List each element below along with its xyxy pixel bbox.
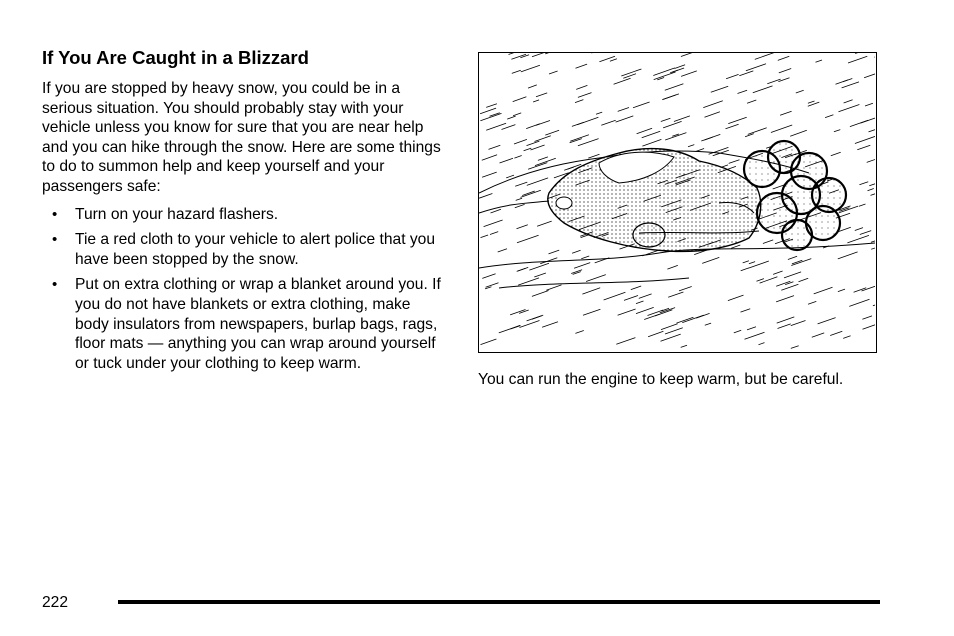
snow-streak (532, 291, 549, 297)
snow-streak (763, 240, 773, 244)
snow-streak (661, 334, 681, 341)
snow-streak (511, 326, 521, 329)
snow-streak (576, 85, 587, 89)
snow-streak (616, 338, 635, 345)
snow-streak (618, 309, 636, 315)
left-column (42, 47, 442, 379)
snow-streak (747, 100, 756, 103)
snow-streak (778, 56, 790, 60)
snow-streak (527, 178, 548, 186)
snow-streak (661, 324, 678, 330)
snow-streak (788, 256, 797, 259)
snow-streak (781, 284, 798, 290)
snow-streak (869, 130, 876, 132)
snow-streak (734, 330, 741, 333)
snow-streak (486, 104, 497, 108)
snow-streak (745, 332, 765, 339)
snow-streak (665, 84, 684, 91)
snow-streak (500, 158, 514, 163)
snow-streak (489, 145, 501, 149)
snow-streak (614, 78, 631, 84)
snow-streak (847, 235, 869, 243)
snow-streak (741, 309, 751, 312)
snow-streak (738, 90, 748, 93)
snow-streak (515, 204, 525, 207)
snow-streak (513, 113, 521, 116)
snow-streak (575, 331, 583, 334)
snow-streak (843, 336, 850, 339)
snow-streak (535, 158, 556, 165)
snow-streak (637, 128, 653, 133)
snow-streak (726, 124, 739, 129)
snow-streak (748, 261, 769, 268)
snow-streak (844, 100, 853, 103)
bullet-icon: • (52, 205, 58, 223)
snow-streak (513, 97, 527, 102)
list-item (42, 205, 442, 225)
snow-streak (791, 321, 806, 326)
snow-streak (796, 90, 804, 93)
snow-streak (748, 128, 767, 135)
snow-streak (521, 190, 541, 197)
snow-streak (509, 53, 524, 55)
snow-streak (498, 249, 507, 252)
snow-streak (777, 317, 795, 323)
snow-streak (528, 85, 537, 88)
snow-streak (520, 55, 529, 58)
snow-streak (729, 160, 740, 164)
snow-streak (480, 113, 501, 120)
snow-streak (757, 279, 764, 282)
snow-streak (491, 209, 501, 213)
snow-streak (653, 68, 675, 76)
snow-streak (679, 287, 692, 291)
snow-streak (480, 108, 496, 114)
snow-streak (531, 145, 545, 150)
snow-streak (636, 307, 654, 313)
snow-streak (479, 194, 492, 199)
snow-streak (545, 53, 565, 54)
snow-streak (681, 53, 693, 57)
snow-streak (749, 262, 755, 264)
bullet-icon: • (52, 276, 58, 294)
snow-streak (520, 321, 540, 328)
snow-streak (514, 139, 527, 144)
snow-streak (642, 139, 661, 146)
snow-streak (644, 314, 659, 319)
snow-streak (677, 317, 694, 323)
snow-streak (843, 79, 852, 82)
snow-streak (588, 154, 599, 158)
snow-streak (596, 112, 602, 114)
snow-streak (490, 232, 498, 235)
snow-streak (705, 323, 711, 325)
list-item (42, 275, 442, 373)
snow-streak (842, 82, 859, 88)
snow-streak (642, 131, 661, 138)
snow-streak (705, 112, 720, 117)
snow-streak (578, 139, 599, 146)
snow-streak (860, 231, 871, 235)
snow-streak (663, 121, 682, 128)
snow-streak (538, 157, 548, 161)
snow-streak (486, 283, 499, 288)
snow-streak (855, 53, 866, 54)
snow-streak (674, 116, 690, 122)
snow-streak (601, 120, 615, 125)
snow-streak (760, 277, 778, 283)
snow-streak (545, 130, 559, 135)
snow-streak (515, 182, 527, 186)
snow-streak (665, 133, 686, 140)
snow-streak (871, 246, 875, 249)
list-item-text: Turn on your hazard flashers. (75, 205, 279, 223)
snow-streak (481, 235, 489, 238)
snow-streak (863, 322, 876, 329)
snow-streak (859, 182, 868, 185)
snow-streak (830, 331, 842, 335)
snow-streak (506, 175, 514, 178)
snow-streak (681, 345, 687, 347)
list-item-text: Tie a red cloth to your vehicle to alert police that you have been stopped by the snow. (75, 231, 436, 268)
snow-streak (532, 316, 542, 320)
snow-streak (482, 155, 497, 160)
snow-streak (808, 301, 816, 304)
snow-streak (533, 100, 539, 102)
snow-streak (838, 252, 858, 259)
snow-streak (583, 309, 600, 315)
snow-streak (873, 300, 875, 306)
snow-streak (855, 136, 875, 143)
snow-streak (703, 101, 723, 108)
snow-streak (874, 55, 875, 57)
snow-streak (549, 71, 558, 74)
snow-streak (791, 259, 811, 266)
snow-streak (784, 272, 801, 278)
snow-streak (574, 263, 590, 269)
snow-streak (743, 261, 749, 263)
snow-streak (857, 145, 870, 150)
snow-streak (825, 115, 833, 118)
snow-streak (481, 339, 497, 345)
snow-streak (633, 102, 650, 108)
snow-streak (818, 318, 836, 324)
snow-streak (576, 64, 588, 68)
snow-streak (578, 93, 592, 98)
snow-streak (549, 250, 560, 254)
snow-streak (859, 204, 866, 206)
snow-streak (536, 121, 550, 126)
snow-streak (702, 257, 719, 263)
snow-streak (654, 72, 676, 80)
snow-streak (668, 292, 683, 297)
snow-streak (839, 105, 860, 112)
snow-streak (648, 331, 663, 336)
snow-streak (726, 74, 739, 78)
snow-streak (776, 296, 794, 302)
snow-streak (636, 301, 644, 304)
page-number: 222 (42, 594, 69, 611)
snow-streak (517, 225, 528, 229)
snow-streak (661, 118, 671, 121)
snow-streak (864, 71, 875, 78)
snow-streak (780, 111, 792, 115)
snow-streak (778, 324, 791, 329)
blizzard-illustration (478, 52, 877, 353)
footer-rule (118, 600, 880, 604)
snow-streak (728, 117, 746, 123)
snow-streak (728, 295, 744, 301)
snow-streak (869, 182, 875, 185)
snow-streak (512, 70, 521, 73)
snow-streak (514, 156, 521, 159)
snow-streak (848, 56, 867, 63)
snow-streak (773, 271, 783, 274)
snow-streak (546, 285, 561, 290)
list-item-text: Put on extra clothing or wrap a blanket around you. If you do not have blankets or extra clothing, make body insulators from newspapers, burlap bags, rags, floor mats — anything you can wrap around yourself or tuck under your clothing to keep warm. (75, 276, 441, 372)
snow-streak (616, 116, 634, 122)
snow-streak (667, 265, 677, 269)
snow-streak (867, 156, 875, 162)
list-item (42, 230, 442, 269)
figure-caption: You can run the engine to keep warm, but be careful. (478, 371, 844, 388)
car-shape (548, 149, 761, 252)
snow-streak (759, 343, 765, 345)
snow-streak (855, 228, 863, 231)
snow-streak (484, 220, 503, 227)
snow-streak (586, 275, 606, 282)
snow-streak (665, 328, 683, 334)
snow-streak (517, 235, 539, 243)
snow-streak (862, 316, 872, 319)
snow-streak (834, 130, 840, 132)
snow-streak (502, 125, 516, 130)
snow-streak (865, 103, 873, 106)
snow-streak (831, 152, 841, 156)
snow-streak (542, 322, 558, 328)
snow-streak (639, 294, 652, 299)
bullet-icon: • (52, 231, 58, 249)
snow-streak (816, 60, 823, 62)
snow-streak (521, 65, 540, 72)
snow-streak (711, 86, 728, 92)
snow-streak (779, 69, 791, 73)
snow-streak (631, 286, 641, 290)
snow-streak (838, 289, 845, 292)
snow-streak (536, 93, 547, 97)
snow-streak (791, 346, 799, 349)
snow-streak (663, 94, 679, 99)
snow-streak (572, 122, 584, 126)
snow-streak (862, 284, 876, 291)
snow-streak (518, 267, 528, 271)
snow-streak (482, 172, 497, 177)
snow-streak (814, 287, 833, 294)
snow-streak (482, 274, 495, 279)
snowbound-car-illustration (479, 53, 875, 351)
snow-streak (581, 256, 589, 259)
snow-streak (799, 278, 809, 281)
snow-streak (739, 71, 753, 76)
snow-streak (624, 296, 638, 301)
snow-streak (868, 189, 874, 191)
snow-streak (567, 167, 574, 169)
snow-streak (849, 299, 869, 306)
tips-list (42, 205, 442, 374)
snow-streak (753, 86, 773, 93)
snow-streak (696, 313, 709, 318)
snow-streak (688, 145, 694, 147)
snow-streak (582, 288, 600, 294)
snow-streak (518, 278, 539, 285)
snow-streak (507, 116, 515, 119)
snow-streak (524, 148, 532, 151)
snow-streak (516, 198, 522, 200)
snow-streak (534, 273, 546, 277)
snow-streak (741, 268, 749, 271)
snow-streak (812, 333, 824, 337)
snow-streak (746, 64, 766, 71)
intro-paragraph: If you are stopped by heavy snow, you could be in a serious situation. You should probably stay with your vehicle unless you know for sure that you are near help and you can hike through the snow. Here are some things to do to summon help and keep yourself and your passengers safe: (42, 80, 441, 195)
snow-streak (618, 108, 629, 112)
snow-streak (681, 71, 697, 77)
snow-streak (599, 56, 615, 62)
snow-streak (808, 101, 815, 103)
snow-streak (871, 236, 875, 243)
snow-streak (705, 137, 714, 140)
snow-streak (572, 250, 581, 253)
snow-streak (731, 245, 740, 248)
section-heading: If You Are Caught in a Blizzard (42, 47, 309, 68)
snow-streak (747, 327, 756, 330)
snow-streak (519, 310, 529, 313)
snow-streak (529, 263, 549, 270)
snow-streak (535, 136, 551, 142)
snow-streak (570, 135, 589, 142)
snow-streak (575, 100, 583, 103)
snow-streak (610, 59, 617, 61)
snow-streak (527, 141, 540, 146)
snow-streak (790, 130, 807, 136)
snow-streak (850, 120, 868, 126)
snow-streak (537, 221, 552, 226)
snow-streak (604, 292, 626, 300)
snow-streak (755, 53, 775, 59)
snow-streak (573, 272, 581, 275)
snow-streak (771, 125, 792, 133)
